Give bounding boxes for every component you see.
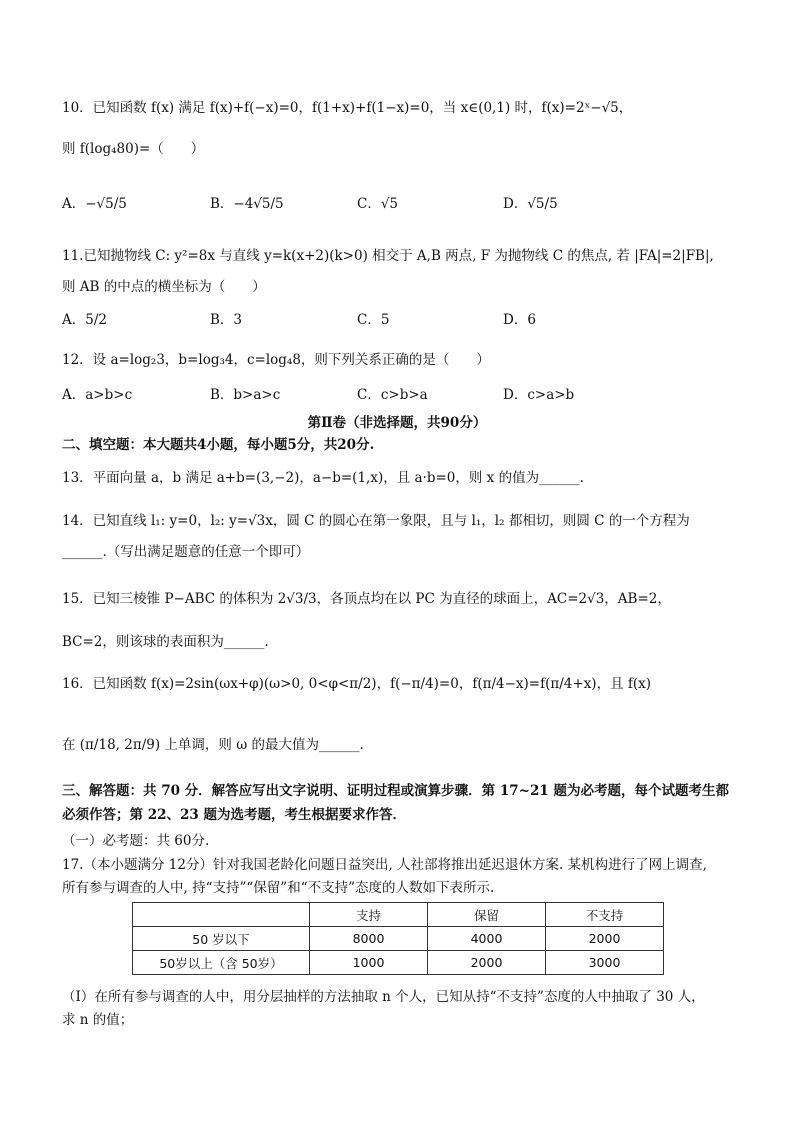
q11-question: 则 AB 的中点的横坐标为（ ） [62, 279, 266, 295]
q11-option-b: B．3 [210, 312, 243, 328]
q11-option-a: A．5/2 [62, 312, 107, 328]
table-cell: 8000 [310, 927, 428, 951]
q14-stem: 14．已知直线 l₁: y=0，l₂: y=√3x，圆 C 的圆心在第一象限，且与 l₁，l₂ 都相切，则圆 C 的一个方程为 [62, 513, 690, 529]
q12-option-a: A．a>b>c [62, 387, 133, 403]
q15-stem: 15．已知三棱锥 P−ABC 的体积为 2√3/3，各顶点均在以 PC 为直径的球面上，AC=2√3，AB=2， [62, 591, 671, 607]
q17-part1: （Ⅰ）在所有参与调查的人中，用分层抽样的方法抽取 n 个人，已知从持“不支持”态度的人中抽取了 30 人， [62, 989, 705, 1005]
q16-stem: 16．已知函数 f(x)=2sin(ωx+φ)(ω>0, 0<φ<π/2)，f(−π/4)=0，f(π/4−x)=f(π/4+x)，且 f(x) [62, 676, 652, 692]
q15-question: BC=2，则该球的表面积为______. [62, 634, 269, 650]
solve-section-header: 三、解答题：共 70 分．解答应写出文字说明、证明过程或演算步骤．第 17~21 题为必考题，每个试题考生都 [62, 783, 729, 799]
table-row [133, 927, 664, 951]
table-cell: 4000 [428, 927, 546, 951]
q12-stem: 12．设 a=log₂3，b=log₃4，c=log₄8，则下列关系正确的是（ ） [62, 352, 490, 368]
fill-section-header: 二、填空题：本大题共4小题，每小题5分，共20分. [62, 437, 375, 453]
q12-option-d: D．c>a>b [503, 387, 575, 403]
table-header-cell: 支持 [310, 903, 428, 927]
table-header-cell: 保留 [428, 903, 546, 927]
solve-section-header-cont: 必须作答；第 22、23 题为选考题，考生根据要求作答． [62, 807, 406, 823]
q17-stem: 17.（本小题满分 12分）针对我国老龄化问题日益突出, 人社部将推出延迟退休方案. 某机构进行了网上调查, [62, 857, 707, 873]
q17-stem-cont: 所有参与调查的人中, 持“支持”“保留”和“不支持”态度的人数如下表所示. [62, 880, 495, 896]
table-row [133, 951, 664, 975]
table-header-cell: 不支持 [546, 903, 664, 927]
table-cell: 50岁以上（含 50岁） [133, 951, 310, 975]
q11-option-c: C．5 [357, 312, 390, 328]
required-note: （一）必考题：共 60分. [62, 833, 210, 849]
part2-title: 第Ⅱ卷（非选择题，共90分） [307, 415, 487, 431]
q13: 13．平面向量 a，b 满足 a+b=(3,−2)，a−b=(1,x)，且 a·b=0，则 x 的值为______. [62, 470, 584, 486]
q16-question: 在 (π/18, 2π/9) 上单调，则 ω 的最大值为______. [62, 737, 364, 753]
q10-option-a: A．−√5/5 [62, 196, 127, 212]
table-cell: 2000 [546, 927, 664, 951]
q12-option-b: B．b>a>c [210, 387, 281, 403]
q10-option-c: C．√5 [357, 196, 399, 212]
table-header-cell [133, 903, 310, 927]
q10-option-b: B．−4√5/5 [210, 196, 284, 212]
q12-option-c: C．c>b>a [357, 387, 428, 403]
survey-table [132, 902, 664, 975]
q10-stem: 10．已知函数 f(x) 满足 f(x)+f(−x)=0，f(1+x)+f(1−x)=0，当 x∈(0,1) 时，f(x)=2ˣ−√5， [62, 100, 633, 116]
table-cell: 50 岁以下 [133, 927, 310, 951]
q11-option-d: D．6 [503, 312, 536, 328]
table-cell: 1000 [310, 951, 428, 975]
table-header-row [133, 903, 664, 927]
q17-part1-cont: 求 n 的值； [62, 1012, 134, 1028]
q10-question: 则 f(log₄80)=（ ） [62, 141, 205, 157]
q10-option-d: D．√5/5 [503, 196, 558, 212]
table-cell: 3000 [546, 951, 664, 975]
table-cell: 2000 [428, 951, 546, 975]
q14-note: ______.（写出满足题意的任意一个即可） [62, 544, 310, 560]
q11-stem: 11.已知抛物线 C: y²=8x 与直线 y=k(x+2)(k>0) 相交于 A,B 两点, F 为抛物线 C 的焦点, 若 |FA|=2|FB|, [62, 248, 714, 264]
